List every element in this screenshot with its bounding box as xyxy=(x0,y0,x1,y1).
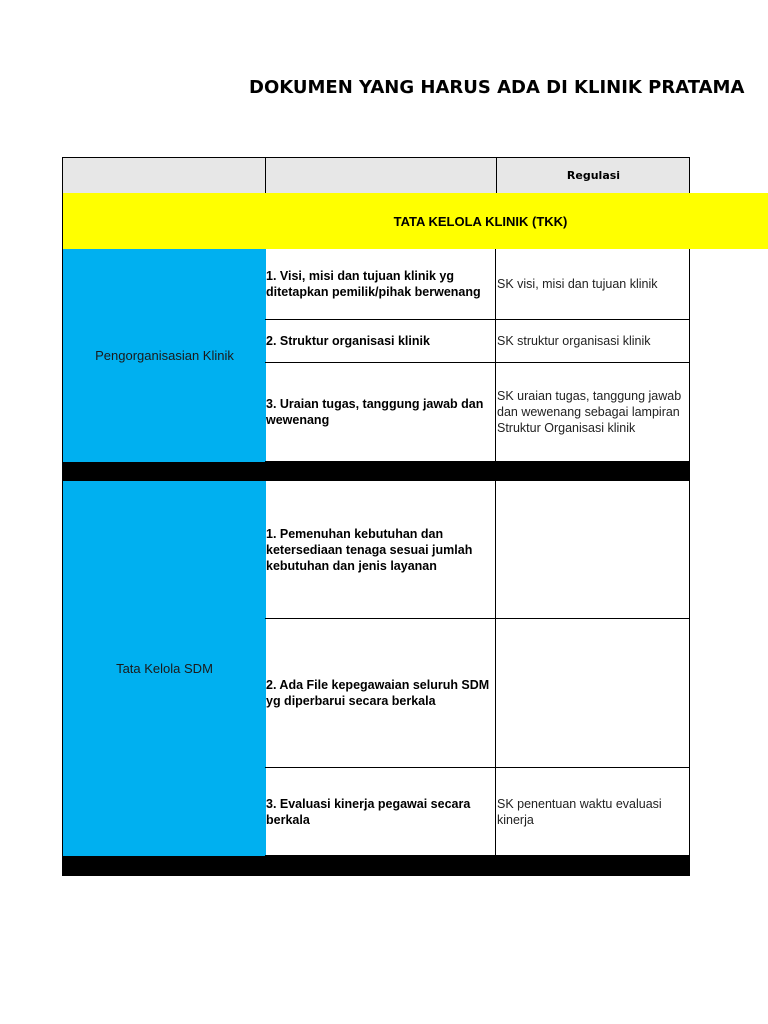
table-row-regulation: SK struktur organisasi klinik xyxy=(496,320,690,363)
table-row-regulation: SK visi, misi dan tujuan klinik xyxy=(496,249,690,320)
row-separator xyxy=(62,856,690,876)
section-band-label: TATA KELOLA KLINIK (TKK) xyxy=(393,213,568,229)
group-cell-tata-kelola-sdm xyxy=(62,481,266,856)
table-row-task: 1. Visi, misi dan tujuan klinik yg ditetapkan pemilik/pihak berwenang xyxy=(265,249,496,320)
table-row-regulation: SK penentuan waktu evaluasi kinerja xyxy=(496,768,690,856)
table-row-regulation: SK uraian tugas, tanggung jawab dan wewenang sebagai lampiran Struktur Organisasi klinik xyxy=(496,363,690,462)
table-row-task: 2. Ada File kepegawaian seluruh SDM yg diperbarui secara berkala xyxy=(265,619,496,768)
header-cell-1 xyxy=(62,157,266,194)
header-cell-2 xyxy=(265,157,497,194)
group-label: Pengorganisasian Klinik xyxy=(95,348,234,363)
table-row-task: 1. Pemenuhan kebutuhan dan ketersediaan tenaga sesuai jumlah kebutuhan dan jenis layanan xyxy=(265,481,496,619)
row-separator xyxy=(62,462,690,481)
group-cell-pengorganisasian xyxy=(62,249,266,462)
group-label: Tata Kelola SDM xyxy=(116,661,213,676)
header-regulasi-label: Regulasi xyxy=(566,168,621,182)
table-row-task: 2. Struktur organisasi klinik xyxy=(265,320,496,363)
table-row-task: 3. Evaluasi kinerja pegawai secara berkala xyxy=(265,768,496,856)
document-title: DOKUMEN YANG HARUS ADA DI KLINIK PRATAMA xyxy=(249,77,745,98)
table-row-regulation xyxy=(496,619,690,768)
table-row-regulation xyxy=(496,481,690,619)
table-row-task: 3. Uraian tugas, tanggung jawab dan wewenang xyxy=(265,363,496,462)
